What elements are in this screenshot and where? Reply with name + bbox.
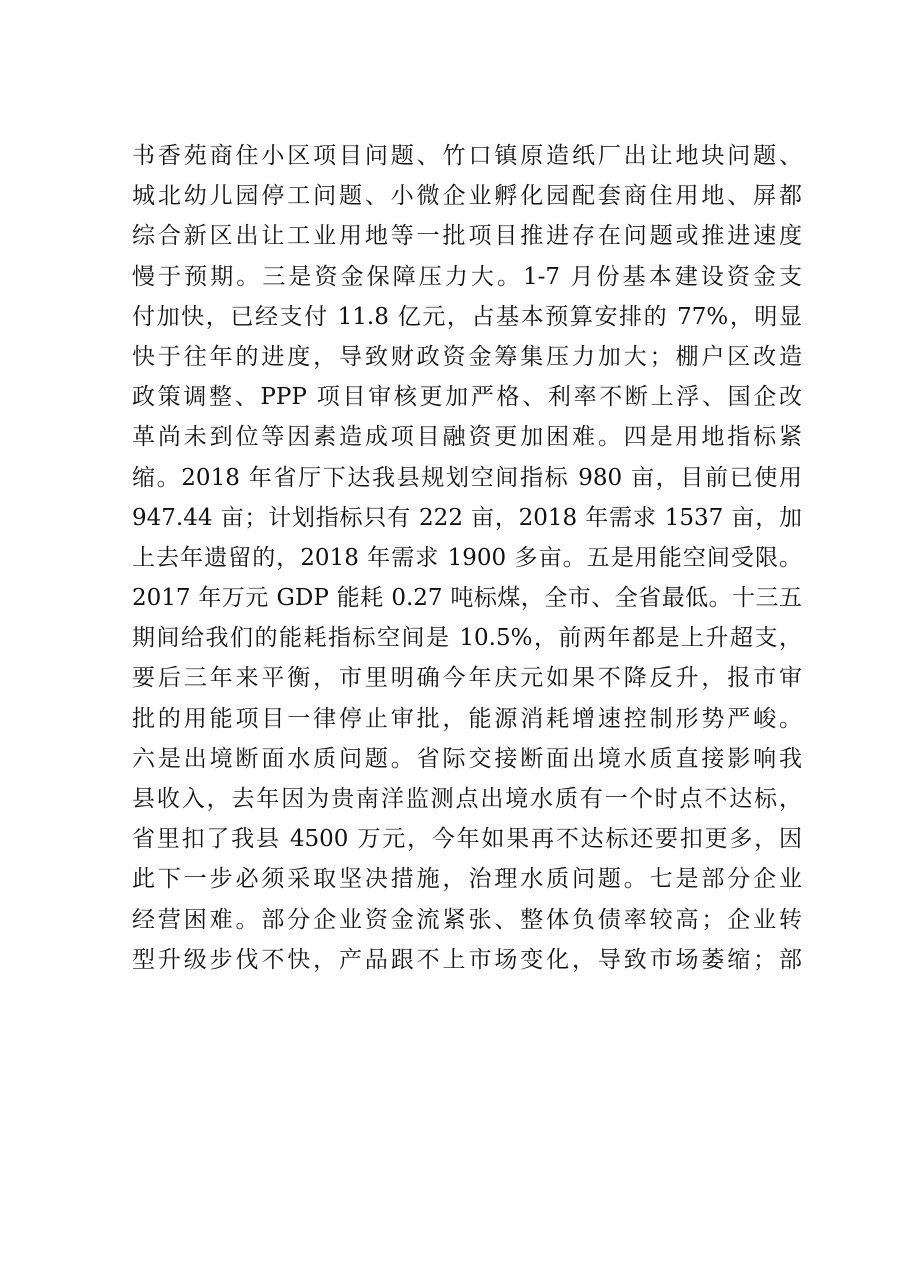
text-line-19: 此下一步必须采取坚决措施，治理水质问题。七是部分企业 [132, 866, 802, 893]
text-line-8: 革尚未到位等因素造成项目融资更加困难。四是用地指标紧 [132, 424, 802, 451]
text-line-1: 书香苑商住小区项目问题、竹口镇原造纸厂出让地块问题、 [132, 143, 802, 169]
text-line-10: 947.44 亩；计划指标只有 222 亩，2018 年需求 1537 亩，加 [132, 504, 802, 531]
body-text [132, 136, 802, 980]
text-line-16: 六是出境断面水质问题。省际交接断面出境水质直接影响我 [132, 745, 802, 772]
text-line-21: 型升级步伐不快，产品跟不上市场变化，导致市场萎缩；部 [132, 946, 802, 973]
text-line-12: 2017 年万元 GDP 能耗 0.27 吨标煤，全市、全省最低。十三五 [132, 585, 802, 612]
text-line-14: 要后三年来平衡，市里明确今年庆元如果不降反升，报市审 [132, 665, 802, 692]
text-line-20: 经营困难。部分企业资金流紧张、整体负债率较高；企业转 [132, 906, 802, 933]
text-line-15: 批的用能项目一律停止审批，能源消耗增速控制形势严峻。 [132, 705, 802, 732]
text-line-17: 县收入，去年因为贵南洋监测点出境水质有一个时点不达标， [132, 786, 802, 812]
text-line-5: 付加快，已经支付 11.8 亿元，占基本预算安排的 77%，明显 [132, 303, 802, 330]
text-line-4: 慢于预期。三是资金保障压力大。1-7 月份基本建设资金支 [132, 263, 802, 290]
text-line-3: 综合新区出让工业用地等一批项目推进存在问题或推进速度 [132, 223, 802, 250]
text-line-13: 期间给我们的能耗指标空间是 10.5%，前两年都是上升超支， [132, 625, 802, 652]
text-line-6: 快于往年的进度，导致财政资金筹集压力加大；棚户区改造 [132, 343, 802, 370]
text-line-11: 上去年遗留的，2018 年需求 1900 多亩。五是用能空间受限。 [132, 544, 802, 571]
text-line-18: 省里扣了我县 4500 万元，今年如果再不达标还要扣更多，因 [132, 826, 802, 853]
text-line-9: 缩。2018 年省厅下达我县规划空间指标 980 亩，目前已使用 [132, 464, 802, 491]
text-line-7: 政策调整、PPP 项目审核更加严格、利率不断上浮、国企改 [132, 384, 802, 411]
text-line-2: 城北幼儿园停工问题、小微企业孵化园配套商住用地、屏都 [132, 183, 802, 210]
